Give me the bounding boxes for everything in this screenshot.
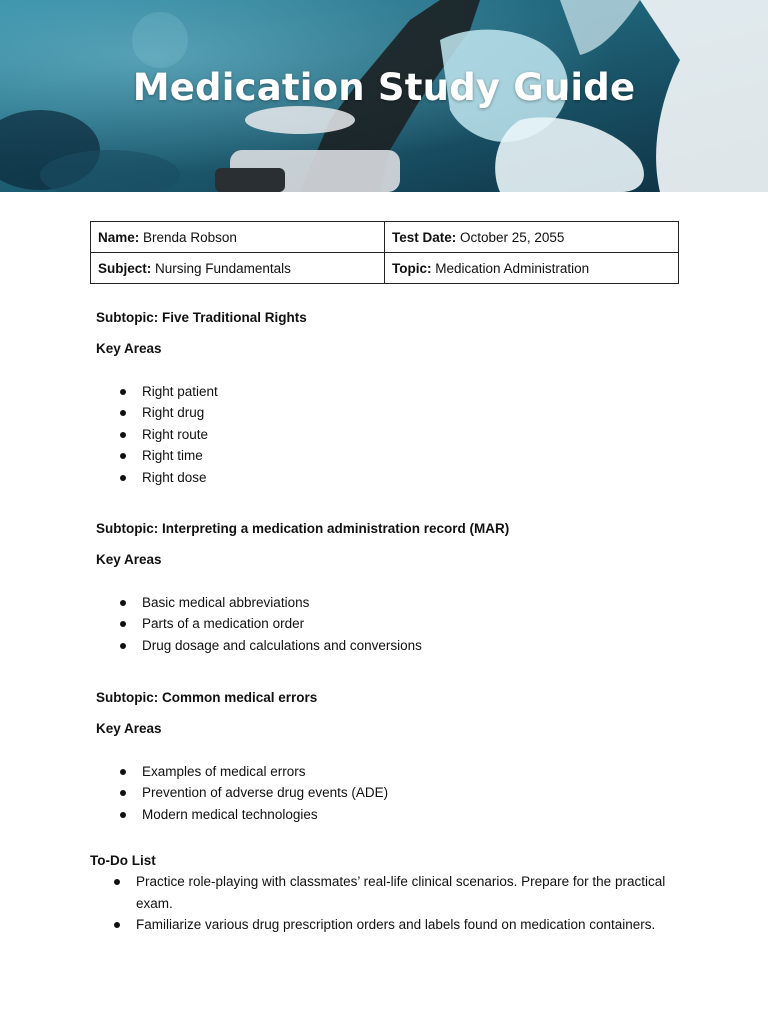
todo-list	[90, 871, 690, 936]
header-banner	[0, 0, 768, 192]
info-table	[90, 221, 679, 284]
test-date-label: Test Date:	[392, 229, 457, 245]
key-areas-list	[96, 761, 388, 825]
page-title: Medication Study Guide	[132, 66, 636, 109]
list-item: Basic medical abbreviations	[96, 592, 509, 613]
test-date-cell	[385, 222, 679, 253]
info-row	[91, 253, 679, 284]
list-item: Parts of a medication order	[96, 613, 509, 634]
list-item: Prevention of adverse drug events (ADE)	[96, 782, 388, 803]
todo-title: To-Do List	[90, 853, 156, 868]
test-date-value: October 25, 2055	[460, 229, 565, 245]
list-item: Right dose	[96, 467, 307, 488]
name-cell	[91, 222, 385, 253]
key-areas-label: Key Areas	[96, 721, 162, 736]
subtopic-section	[96, 688, 388, 825]
subtopic-section	[96, 308, 307, 488]
subtopic-title: Subtopic: Five Traditional Rights	[96, 310, 307, 325]
subtopic-title: Subtopic: Common medical errors	[96, 690, 318, 705]
list-item: Right drug	[96, 402, 307, 423]
list-item: Right time	[96, 445, 307, 466]
name-label: Name:	[98, 229, 140, 245]
key-areas-label: Key Areas	[96, 552, 162, 567]
info-row	[91, 222, 679, 253]
key-areas-list	[96, 592, 509, 656]
list-item: Right patient	[96, 381, 307, 402]
subtopic-section	[96, 519, 509, 656]
list-item: Right route	[96, 424, 307, 445]
todo-section	[90, 851, 690, 936]
subject-value: Nursing Fundamentals	[155, 260, 291, 276]
list-item: Familiarize various drug prescription orders and labels found on medication containers.	[90, 914, 690, 936]
topic-label: Topic:	[392, 260, 432, 276]
list-item: Drug dosage and calculations and conversions	[96, 635, 509, 656]
key-areas-list	[96, 381, 307, 488]
list-item: Modern medical technologies	[96, 804, 388, 825]
topic-cell	[385, 253, 679, 284]
list-item: Practice role-playing with classmates’ real-life clinical scenarios. Prepare for the practical exam.	[90, 871, 690, 914]
subtopic-title: Subtopic: Interpreting a medication administration record (MAR)	[96, 521, 510, 536]
topic-value: Medication Administration	[435, 260, 590, 276]
subject-label: Subject:	[98, 260, 152, 276]
subject-cell	[91, 253, 385, 284]
name-value: Brenda Robson	[143, 229, 237, 245]
key-areas-label: Key Areas	[96, 341, 162, 356]
list-item: Examples of medical errors	[96, 761, 388, 782]
